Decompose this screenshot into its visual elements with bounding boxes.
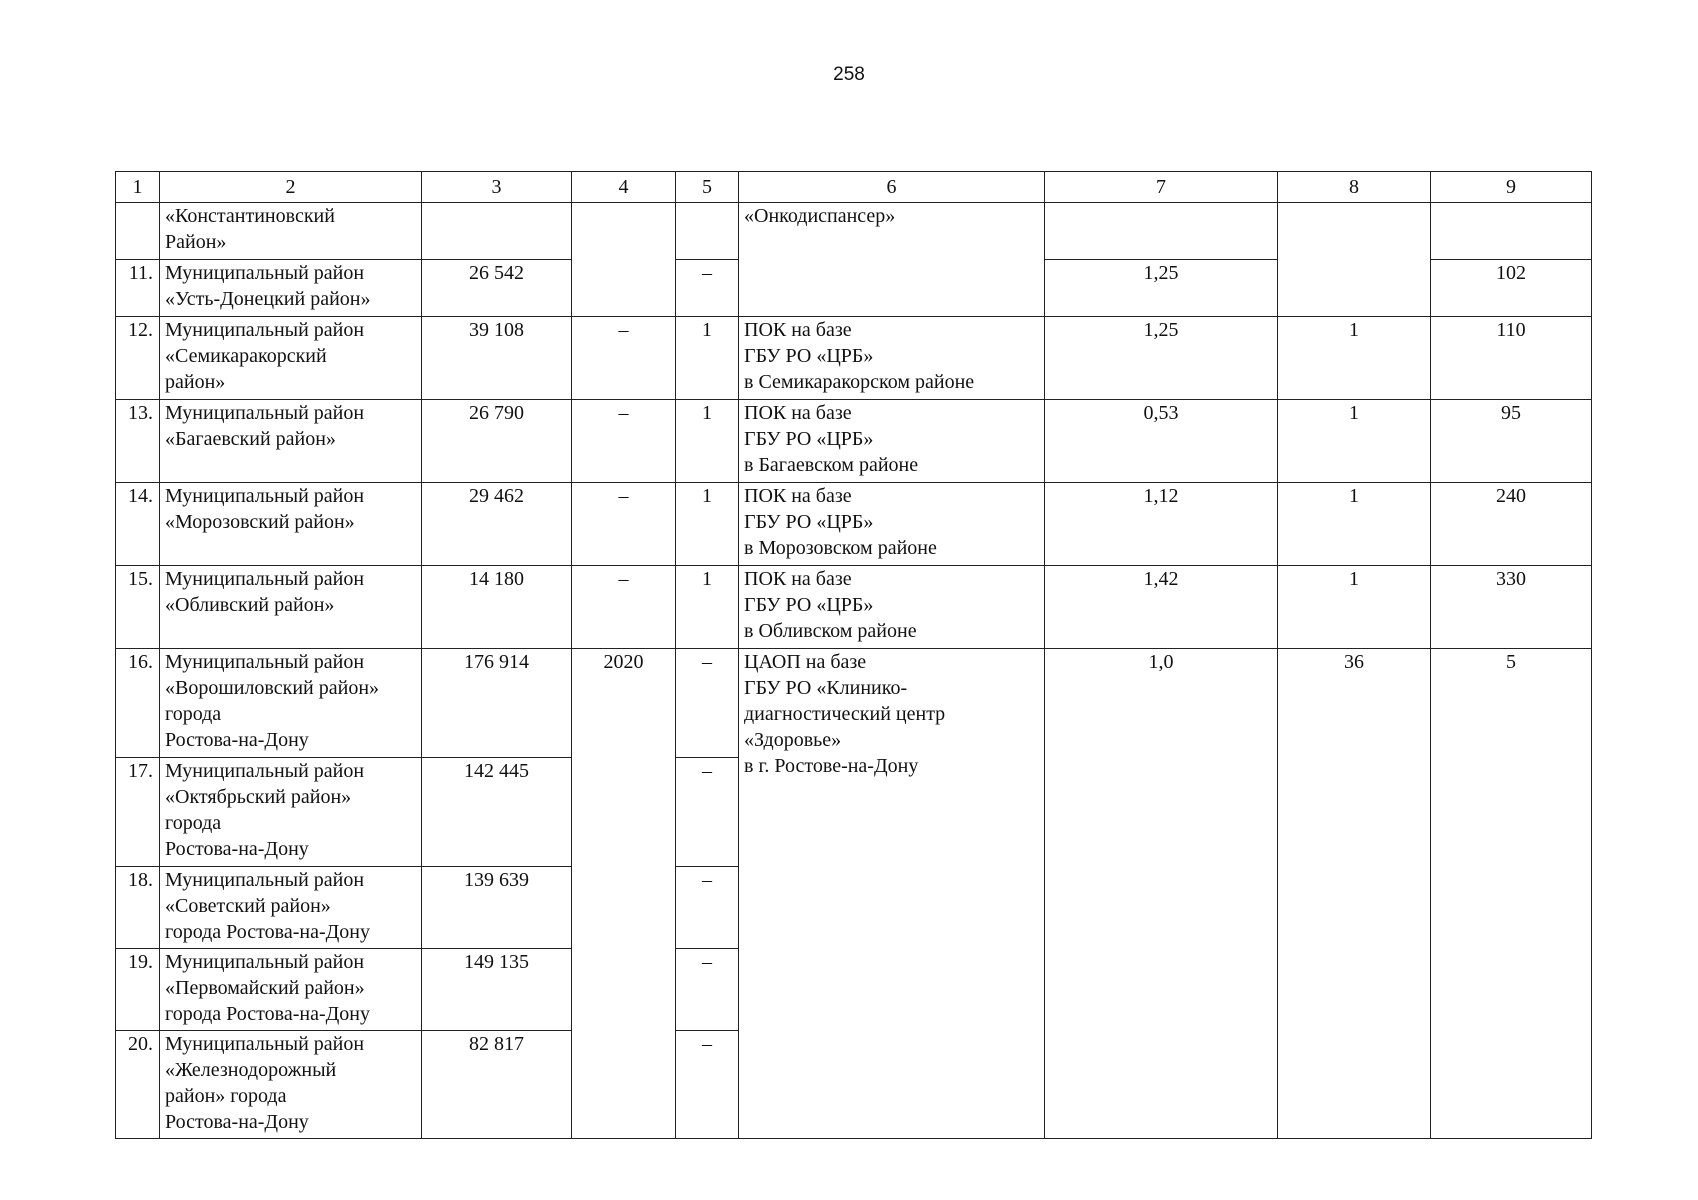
col7-cell: 1,42	[1045, 566, 1278, 649]
row-number: 20.	[116, 1031, 160, 1139]
district-name: Муниципальный район «Морозовский район»	[160, 483, 422, 566]
population-cell: 149 135	[422, 949, 572, 1031]
row-number: 19.	[116, 949, 160, 1031]
col9-cell: 95	[1431, 400, 1592, 483]
population-cell: 142 445	[422, 758, 572, 867]
year-cell: 2020	[572, 649, 676, 1139]
col7-cell: 1,0	[1045, 649, 1278, 1139]
column-header: 6	[739, 172, 1045, 203]
col8-cell: 1	[1278, 566, 1431, 649]
year-cell: –	[572, 317, 676, 400]
table-row	[116, 649, 1592, 758]
center-cell: ПОК на базе ГБУ РО «ЦРБ» в Багаевском районе	[739, 400, 1045, 483]
population-cell: 39 108	[422, 317, 572, 400]
district-name: Муниципальный район «Первомайский район» города Ростова-на-Дону	[160, 949, 422, 1031]
col9-cell: 240	[1431, 483, 1592, 566]
col7-cell: 1,12	[1045, 483, 1278, 566]
col8-cell	[1278, 203, 1431, 317]
column-header: 3	[422, 172, 572, 203]
col5-cell: –	[676, 758, 739, 867]
column-header: 9	[1431, 172, 1592, 203]
population-cell: 82 817	[422, 1031, 572, 1139]
center-cell: ПОК на базе ГБУ РО «ЦРБ» в Обливском районе	[739, 566, 1045, 649]
col5-cell: 1	[676, 400, 739, 483]
col9-cell: 110	[1431, 317, 1592, 400]
col5-cell: –	[676, 1031, 739, 1139]
col9-cell	[1431, 203, 1592, 260]
row-number: 12.	[116, 317, 160, 400]
table-row	[116, 317, 1592, 400]
population-cell: 26 542	[422, 260, 572, 317]
year-cell: –	[572, 483, 676, 566]
population-cell: 14 180	[422, 566, 572, 649]
col5-cell: 1	[676, 566, 739, 649]
row-number: 18.	[116, 867, 160, 949]
year-cell	[572, 203, 676, 317]
col9-cell: 330	[1431, 566, 1592, 649]
district-name: Муниципальный район «Багаевский район»	[160, 400, 422, 483]
district-name: Муниципальный район «Октябрьский район» города Ростова-на-Дону	[160, 758, 422, 867]
page-number: 258	[833, 64, 865, 85]
population-cell: 29 462	[422, 483, 572, 566]
column-header: 5	[676, 172, 739, 203]
column-header: 2	[160, 172, 422, 203]
district-name: «Константиновский Район»	[160, 203, 422, 260]
col5-cell: 1	[676, 317, 739, 400]
population-cell: 139 639	[422, 867, 572, 949]
row-number: 14.	[116, 483, 160, 566]
district-name: Муниципальный район «Ворошиловский район» города Ростова-на-Дону	[160, 649, 422, 758]
center-cell: ПОК на базе ГБУ РО «ЦРБ» в Морозовском районе	[739, 483, 1045, 566]
district-name: Муниципальный район «Обливский район»	[160, 566, 422, 649]
col9-cell: 5	[1431, 649, 1592, 1139]
col7-cell: 0,53	[1045, 400, 1278, 483]
row-number: 15.	[116, 566, 160, 649]
col5-cell: –	[676, 260, 739, 317]
column-header: 1	[116, 172, 160, 203]
col5-cell: –	[676, 867, 739, 949]
col9-cell: 102	[1431, 260, 1592, 317]
header-row	[116, 172, 1592, 203]
row-number	[116, 203, 160, 260]
district-name: Муниципальный район «Семикаракорский район»	[160, 317, 422, 400]
col5-cell: 1	[676, 483, 739, 566]
col8-cell: 36	[1278, 649, 1431, 1139]
column-header: 4	[572, 172, 676, 203]
population-cell: 26 790	[422, 400, 572, 483]
year-cell: –	[572, 400, 676, 483]
row-number: 11.	[116, 260, 160, 317]
col5-cell: –	[676, 949, 739, 1031]
row-number: 16.	[116, 649, 160, 758]
population-cell	[422, 203, 572, 260]
table-row	[116, 483, 1592, 566]
col7-cell: 1,25	[1045, 317, 1278, 400]
column-header: 7	[1045, 172, 1278, 203]
col5-cell	[676, 203, 739, 260]
row-number: 13.	[116, 400, 160, 483]
col8-cell: 1	[1278, 400, 1431, 483]
col5-cell: –	[676, 649, 739, 758]
center-cell: «Онкодиспансер»	[739, 203, 1045, 317]
col8-cell: 1	[1278, 483, 1431, 566]
table-row	[116, 400, 1592, 483]
population-cell: 176 914	[422, 649, 572, 758]
table-row	[116, 203, 1592, 260]
row-number: 17.	[116, 758, 160, 867]
district-name: Муниципальный район «Усть-Донецкий район»	[160, 260, 422, 317]
year-cell: –	[572, 566, 676, 649]
col7-cell: 1,25	[1045, 260, 1278, 317]
document-table	[115, 171, 1592, 1139]
col8-cell: 1	[1278, 317, 1431, 400]
center-cell: ЦАОП на базе ГБУ РО «Клинико- диагностический центр «Здоровье» в г. Ростове-на-Дону	[739, 649, 1045, 1139]
table-row	[116, 566, 1592, 649]
col7-cell	[1045, 203, 1278, 260]
district-name: Муниципальный район «Советский район» города Ростова-на-Дону	[160, 867, 422, 949]
center-cell: ПОК на базе ГБУ РО «ЦРБ» в Семикаракорском районе	[739, 317, 1045, 400]
district-name: Муниципальный район «Железнодорожный район» города Ростова-на-Дону	[160, 1031, 422, 1139]
column-header: 8	[1278, 172, 1431, 203]
